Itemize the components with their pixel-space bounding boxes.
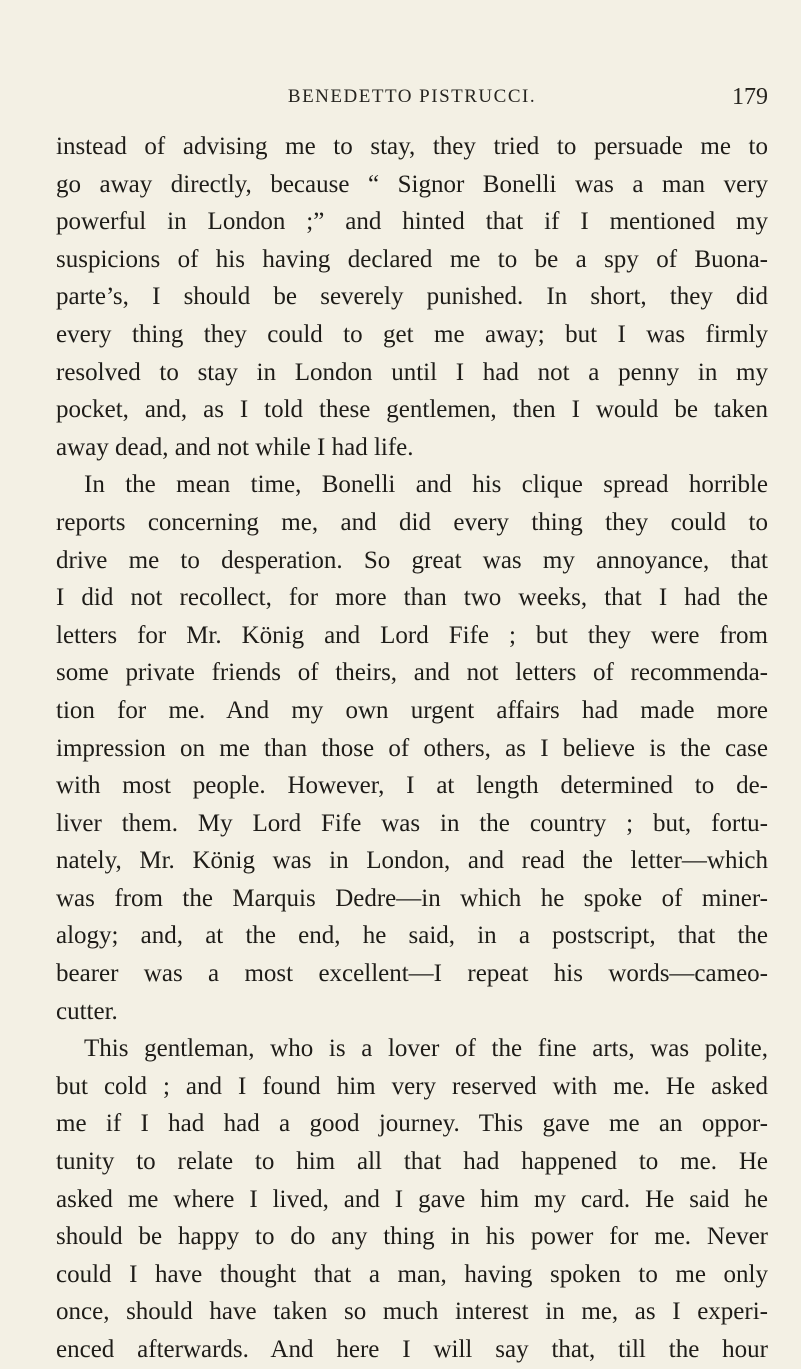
text-line: resolved to stay in London until I had not a penny in my: [56, 358, 768, 386]
text-line: drive me to desperation. So great was my annoyance, that: [56, 546, 768, 574]
text-line: but cold ; and I found him very reserved with me. He asked: [56, 1072, 768, 1100]
text-line: alogy; and, at the end, he said, in a postscript, that the: [56, 922, 768, 950]
text-line: I did not recollect, for more than two weeks, that I had the: [56, 584, 768, 612]
text-line: could I have thought that a man, having spoken to me only: [56, 1260, 768, 1288]
text-line: once, should have taken so much interest in me, as I experi-: [56, 1298, 768, 1326]
text-line: bearer was a most excellent—I repeat his words—cameo-: [56, 960, 768, 988]
text-line: pocket, and, as I told these gentlemen, then I would be taken: [56, 396, 768, 424]
text-line: go away directly, because “ Signor Bonelli was a man very: [56, 170, 768, 198]
text-line: with most people. However, I at length determined to de-: [56, 772, 768, 800]
text-line: This gentleman, who is a lover of the fine arts, was polite,: [84, 1035, 768, 1063]
text-line: impression on me than those of others, as I believe is the case: [56, 734, 768, 762]
page-number: 179: [732, 84, 768, 110]
running-title: BENEDETTO PISTRUCCI.: [287, 86, 537, 107]
text-line: asked me where I lived, and I gave him my card. He said he: [56, 1185, 768, 1213]
text-line: some private friends of theirs, and not letters of recommenda-: [56, 659, 768, 687]
text-line: instead of advising me to stay, they tried to persuade me to: [56, 133, 768, 160]
text-line: cutter.: [56, 997, 118, 1025]
text-line: letters for Mr. König and Lord Fife ; but they were from: [56, 621, 768, 649]
text-line: enced afterwards. And here I will say that, till the hour: [56, 1336, 768, 1363]
text-line: away dead, and not while I had life.: [56, 433, 414, 461]
running-head: [56, 86, 768, 120]
body-text: [56, 128, 768, 1369]
text-line: parte’s, I should be severely punished. In short, they did: [56, 283, 768, 311]
text-line: In the mean time, Bonelli and his clique spread horrible: [84, 471, 768, 499]
text-line: was from the Marquis Dedre—in which he spoke of miner-: [56, 884, 768, 912]
text-line: tunity to relate to him all that had happened to me. He: [56, 1148, 768, 1176]
text-line: suspicions of his having declared me to be a spy of Buona-: [56, 245, 768, 273]
text-line: me if I had had a good journey. This gave me an oppor-: [56, 1110, 768, 1138]
text-line: tion for me. And my own urgent affairs had made more: [56, 696, 768, 724]
text-line: nately, Mr. König was in London, and read the letter—which: [56, 847, 768, 875]
text-line: every thing they could to get me away; but I was firmly: [56, 320, 768, 348]
text-line: reports concerning me, and did every thing they could to: [56, 508, 768, 536]
text-line: powerful in London ;” and hinted that if I mentioned my: [56, 208, 768, 236]
text-line: should be happy to do any thing in his power for me. Never: [56, 1223, 768, 1251]
text-line: liver them. My Lord Fife was in the country ; but, fortu-: [56, 809, 768, 837]
